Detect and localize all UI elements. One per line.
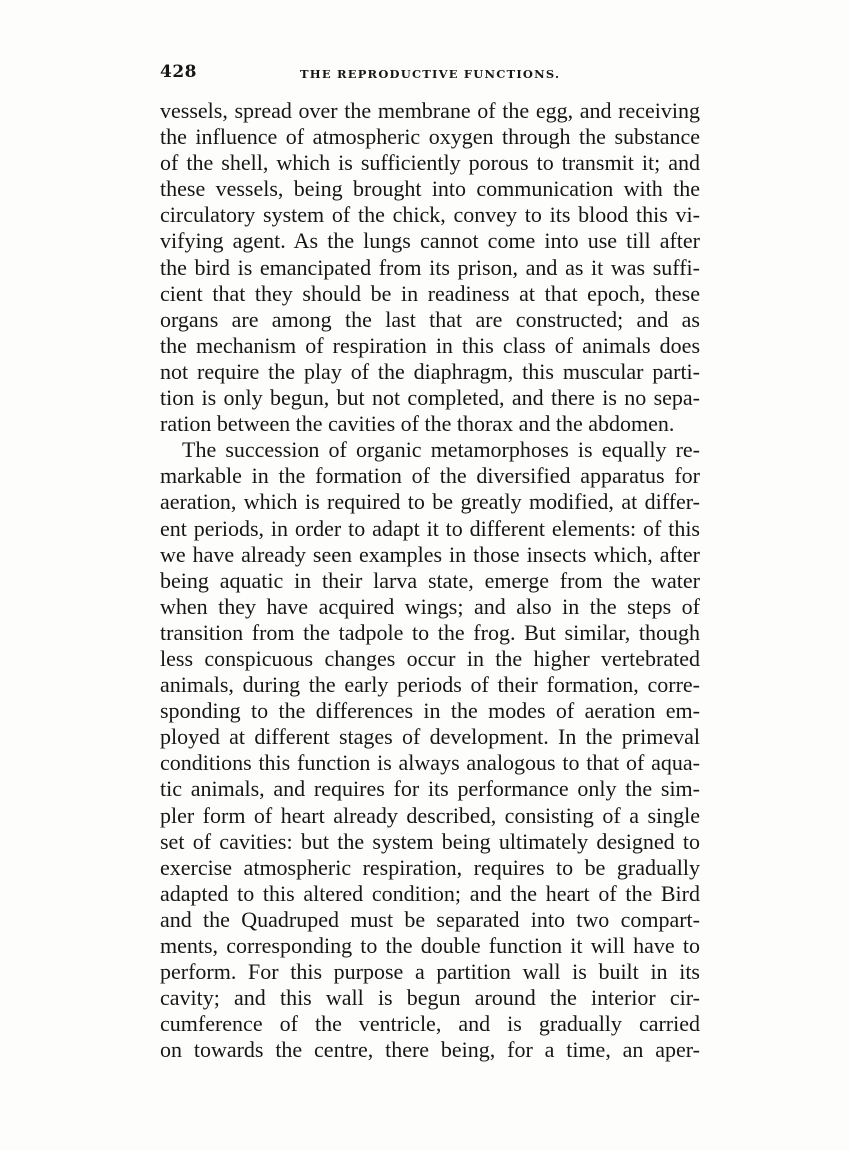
text-line: these vessels, being brought into communication with the: [160, 176, 700, 202]
text-line: pler form of heart already described, consisting of a single: [160, 802, 700, 828]
text-line: markable in the formation of the diversified apparatus for: [160, 463, 700, 489]
text-line: animals, during the early periods of their formation, corre-: [160, 672, 700, 698]
text-line: cavity; and this wall is begun around the interior cir-: [160, 985, 700, 1011]
text-line: not require the play of the diaphragm, this muscular parti-: [160, 358, 700, 384]
text-line: cient that they should be in readiness at that epoch, these: [160, 280, 700, 306]
text-line: being aquatic in their larva state, emerge from the water: [160, 567, 700, 593]
text-line: when they have acquired wings; and also in the steps of: [160, 593, 700, 619]
text-line: the influence of atmospheric oxygen through the substance: [160, 124, 700, 150]
text-line: conditions this function is always analogous to that of aqua-: [160, 750, 700, 776]
text-line: adapted to this altered condition; and the heart of the Bird: [160, 880, 700, 906]
text-line: vifying agent. As the lungs cannot come into use till after: [160, 228, 700, 254]
text-line: set of cavities: but the system being ultimately designed to: [160, 828, 700, 854]
text-line: less conspicuous changes occur in the higher vertebrated: [160, 645, 700, 671]
text-line: perform. For this purpose a partition wall is built in its: [160, 959, 700, 985]
text-line: aeration, which is required to be greatly modified, at differ-: [160, 489, 700, 515]
text-line: The succession of organic metamorphoses is equally re-: [182, 437, 700, 463]
text-line: and the Quadruped must be separated into two compart-: [160, 906, 700, 932]
body-text: [160, 98, 700, 1063]
text-line: tic animals, and requires for its performance only the sim-: [160, 776, 700, 802]
text-line: ployed at different stages of development. In the primeval: [160, 724, 700, 750]
text-line: ments, corresponding to the double function it will have to: [160, 933, 700, 958]
text-line: we have already seen examples in those insects which, after: [160, 541, 700, 567]
text-line: transition from the tadpole to the frog. But similar, though: [160, 619, 700, 645]
running-title: THE REPRODUCTIVE FUNCTIONS.: [300, 67, 561, 81]
text-line: circulatory system of the chick, convey to its blood this vi-: [160, 202, 700, 228]
text-line: organs are among the last that are constructed; and as: [160, 306, 700, 332]
text-line: on towards the centre, there being, for a time, an aper-: [160, 1037, 700, 1063]
text-line: cumference of the ventricle, and is gradually carried: [160, 1011, 700, 1037]
text-line: the bird is emancipated from its prison, and as it was suffi-: [160, 254, 700, 280]
page-number: 428: [160, 62, 197, 82]
running-head: [160, 62, 700, 86]
text-line: tion is only begun, but not completed, and there is no sepa-: [160, 385, 700, 411]
text-line: exercise atmospheric respiration, requires to be gradually: [160, 854, 700, 880]
text-line: vessels, spread over the membrane of the egg, and receiving: [160, 98, 700, 123]
text-line: the mechanism of respiration in this class of animals does: [160, 332, 700, 358]
text-line: ent periods, in order to adapt it to different elements: of this: [160, 515, 700, 541]
text-line: of the shell, which is sufficiently porous to transmit it; and: [160, 150, 700, 176]
text-line: ration between the cavities of the thorax and the abdomen.: [160, 411, 675, 437]
text-line: sponding to the differences in the modes of aeration em-: [160, 698, 700, 724]
